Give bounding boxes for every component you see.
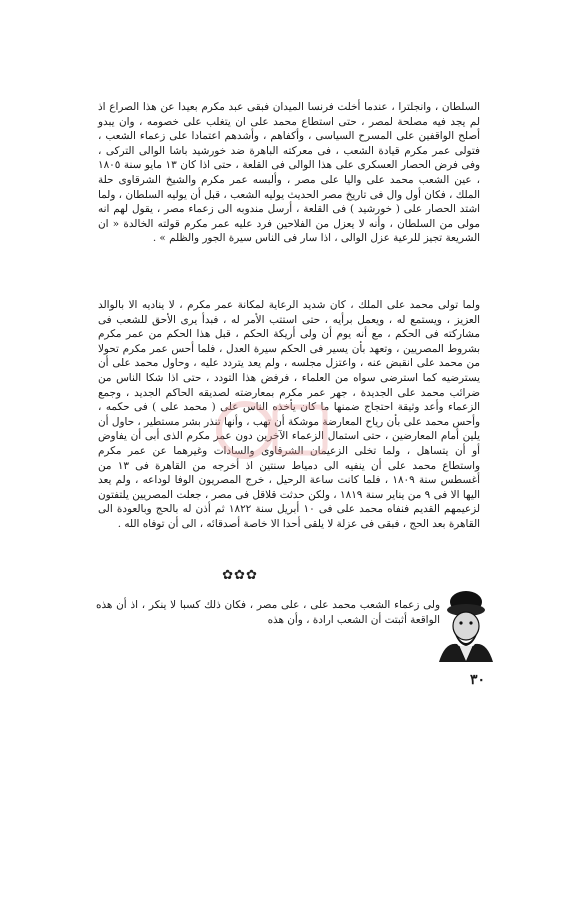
section-separator: ✿✿✿ (222, 568, 258, 583)
paragraph-2: ولما تولى محمد على الملك ، كان شديد الرعاية لمكانة عمر مكرم ، لا يناديه الا بالوالد العزيز ، ويستمع له ، ويعمل برأيه ، حتى استتب الأمر له ، فبدأ يرى الأحق للشعب فى مشاركته فى الحكم ، مع أنه يوم أن ولى أريكة الحكم ، قبل هذا الحكم من عمر مكرم بشروط المصريين ، وتعهد بأن يسير فى الحكم سيرة العدل ، فلما أحس عمر مكرم تحولا من محمد على انقبض عنه ، واعتزل مجلسه ، ولم يعد يتردد عليه ، وحاول محمد على أن يسترضيه كما استرضى سواه من العلماء ، فرفض هذا التودد ، حتى اذا شكا الناس من ضرائب محمد على الجديدة ، جهر عمر مكرم بمعارضته لصديقه الحاكم الجديد ، وجمع الزعماء وأعد وثيقة احتجاج ضمنها ما كان يأخذه الناس على ( محمد على ) فى حكمه ، وأحس محمد على بأن رياح المعارضة موشكة أن تهب ، وأنها تنذر بشر مستطير ، حاول أن يلين أمام المعارضين ، حتى استمال الزعماء الآخرين دون عمر مكرم الذى أبى أن يفاوض أو أن يتساهل ، ولما تخلى الزعيمان الشرقاوى والسادات وغيرهما عن عمر مكرم واستطاع محمد على أن ينفيه الى دمياط سنتين اذ أخرجه من القاهرة فى ١٣ من أغسطس سنة ١٨٠٩ ، فلما كانت ساعة الرحيل ، خرج المصريون الوفا لوداعه ، ولم يعد اليها الا فى ٩ من يناير سنة ١٨١٩ ، ولكن حدثت قلاقل فى مصر ، جعلت المصريين يلتفتون لزعيمهم القديم فنفاه محمد على فى ١٠ أبريل سنة ١٨٢٢ ثم أذن له بالحج وبالعودة الى القاهرة بعد الحج ، فبقى فى عزلة لا يلقى أحدا الا خاصة أصدقائه ، الى أن توفاه الله . (98, 299, 481, 530)
watermark-logo (205, 395, 335, 465)
paragraph-3: ولى زعماء الشعب محمد على ، على مصر ، فكان ذلك كسبا لا ينكر ، اذ أن هذه الواقعة أثبتت أن الشعب ارادة ، وأن هذه (96, 599, 440, 626)
page-number: ٣٠ (470, 672, 486, 688)
portrait-of-omar-makram-icon (435, 588, 497, 662)
paragraph-1: السلطان ، وانجلترا ، عندما أخلت فرنسا الميدان فبقى عبد مكرم بعيدا عن هذا الصراع اذ لم يجد فيه مصلحة لمصر ، حتى استطاع محمد على ان يتغلب على خصومه ، وان يبدو أصلح الواقفين على المسرح السياسى ، وأكفاهم ، وأشدهم اعتمادا على زعماء الشعب ، فتولى عمر مكرم قيادة الشعب ، فى معركته الباهرة ضد خورشيد باشا الوالى التركى ، وفى فرض الحصار العسكرى على هذا الوالى فى القلعة ، حتى اذا كان ١٣ مايو سنة ١٨٠٥ ، عين الشعب محمد على واليا على مصر ، وألبسه عمر مكرم والشيخ الشرقاوى حلة الملك ، فكان أول وال فى تاريخ مصر الحديث يوليه الشعب ، قبل أن يوليه السلطان ، ولما اشتد الحصار على ( خورشيد ) فى القلعة ، أرسل مندوبه الى زعماء مصر ، يقول لهم انه مولى من السلطان ، وأنه لا يعزل من الفلاحين فرد عليه عمر مكرم قولته الخالدة « ان الشريعة تجيز للرعية عزل الوالى ، اذا سار فى الناس سيرة الجور والظلم » . (98, 101, 481, 245)
